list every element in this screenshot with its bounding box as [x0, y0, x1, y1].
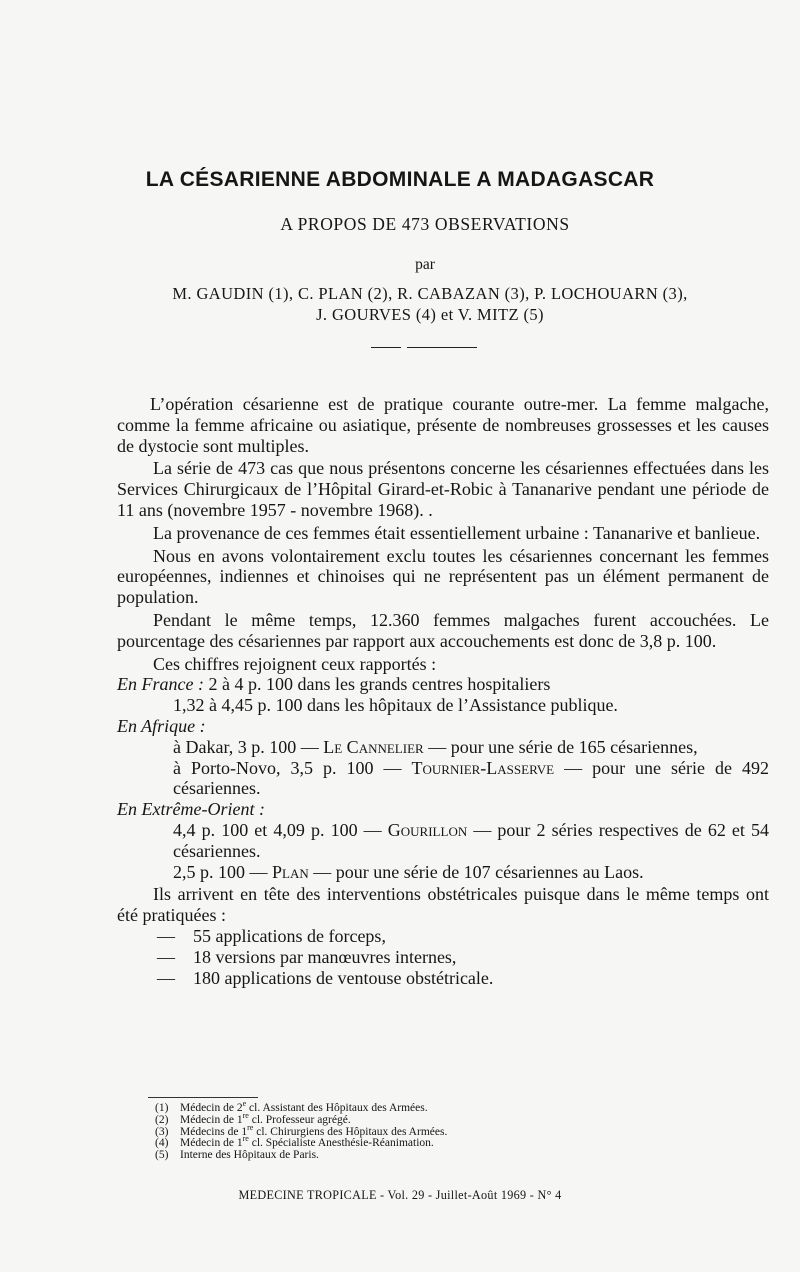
title-separator-short [371, 347, 401, 348]
orient-2-post: — pour une série de 107 césariennes au Laos. [313, 861, 644, 882]
author-plan: Plan [272, 861, 309, 882]
france-stat-1: 2 à 4 p. 100 dans les grands centres hospitaliers [208, 674, 551, 695]
footnote-number: (3) [155, 1125, 169, 1138]
footnote-number: (4) [155, 1137, 169, 1150]
orient-2-pre: 2,5 p. 100 — [173, 861, 268, 882]
footnote-number: (5) [155, 1149, 169, 1162]
footnote-number: (2) [155, 1113, 169, 1126]
list-item-text: 180 applications de ventouse obstétricale. [193, 967, 494, 988]
paragraph-2: La série de 473 cas que nous présentons concerne les césariennes effectuées dans les Services Chirurgicaux de l’Hôpital Girard-et-Robic à Tananarive pendant une période de 11 ans (novembre 1957 - novembre 1968). . [117, 458, 769, 520]
paragraph-6: Ces chiffres rejoignent ceux rapportés : [153, 653, 437, 674]
afrique-1-pre: à Dakar, 3 p. 100 — [173, 736, 319, 757]
article-body [117, 394, 769, 988]
footnote-text: Médecins de 1re cl. Chirurgiens des Hôpitaux des Armées. [180, 1122, 448, 1138]
paragraph-5: Pendant le même temps, 12.360 femmes malgaches furent accouchées. Le pourcentage des césariennes par rapport aux accouchements est donc de 3,8 p. 100. [117, 609, 769, 651]
footnote-text: Médecin de 1re cl. Spécialiste Anesthésie-Réanimation. [180, 1134, 434, 1150]
footnotes [155, 1099, 655, 1162]
dash-glyph: — [157, 946, 175, 967]
orient-1-post: — pour 2 séries respectives de 62 et 54 césariennes. [173, 819, 770, 861]
list-item-text: 18 versions par manœuvres internes, [193, 946, 457, 967]
paragraph-7: Ils arrivent en tête des interventions obstétricales puisque dans le même temps ont été pratiquées : [117, 884, 769, 926]
footnote-5 [155, 1150, 655, 1162]
journal-footer: MEDECINE TROPICALE - Vol. 29 - Juillet-Août 1969 - N° 4 [238, 1188, 562, 1202]
orient-stat-2 [117, 862, 769, 883]
afrique-2-post: — pour une série de 492 césariennes. [173, 757, 770, 799]
dash-glyph: — [157, 925, 175, 946]
footnote-rule [148, 1097, 258, 1098]
paragraph-4: Nous en avons volontairement exclu toutes les césariennes concernant les femmes européennes, indiennes et chinoises qui ne représentent pas un élément permanent de population. [117, 545, 769, 608]
france-label: En France : [117, 674, 204, 695]
paragraph-3: La provenance de ces femmes était essentiellement urbaine : Tananarive et banlieue. [153, 522, 761, 543]
article-title: LA CÉSARIENNE ABDOMINALE A MADAGASCAR [145, 168, 655, 191]
orient-label: En Extrême-Orient : [117, 799, 265, 820]
orient-1-pre: 4,4 p. 100 et 4,09 p. 100 — [173, 819, 382, 840]
list-item [157, 968, 769, 989]
afrique-stat-2 [117, 758, 769, 800]
author-tournier-lasserve: Tournier-Lasserve [411, 757, 555, 778]
footnote-text: Médecin de 2e cl. Assistant des Hôpitaux des Armées. [180, 1099, 428, 1114]
title-separator-long [407, 347, 477, 348]
by-line: par [415, 256, 435, 273]
list-item [157, 926, 769, 947]
article-subtitle: A PROPOS DE 473 OBSERVATIONS [280, 214, 570, 234]
author-list [0, 283, 800, 325]
author-le-cannelier: Le Cannelier [323, 736, 424, 757]
afrique-label: En Afrique : [117, 715, 206, 736]
france-line-2: 1,32 à 4,45 p. 100 dans les hôpitaux de l’Assistance publique. [173, 695, 618, 716]
list-item-text: 55 applications de forceps, [193, 925, 386, 946]
interventions-list [117, 926, 769, 988]
orient-stat-1 [117, 820, 769, 862]
footnote-text: Médecin de 1re cl. Professeur agrégé. [180, 1110, 351, 1126]
footnote-text: Interne des Hôpitaux de Paris. [180, 1149, 319, 1162]
list-item [157, 947, 769, 968]
authors-line-1: M. GAUDIN (1), C. PLAN (2), R. CABAZAN (3), P. LOCHOUARN (3), [172, 284, 688, 303]
france-line-1 [117, 674, 769, 695]
paragraph-1: L’opération césarienne est de pratique courante outre-mer. La femme malgache, comme la femme africaine ou asiatique, présente de nombreuses grossesses et les causes de dystocie sont multiples. [117, 394, 769, 456]
afrique-stat-1 [117, 737, 769, 758]
afrique-2-pre: à Porto-Novo, 3,5 p. 100 — [173, 757, 402, 778]
footnote-number: (1) [155, 1102, 169, 1114]
dash-glyph: — [157, 967, 175, 988]
author-gourillon: Gourillon [387, 819, 468, 840]
afrique-1-post: — pour une série de 165 césariennes, [428, 736, 698, 757]
authors-line-2: J. GOURVES (4) et V. MITZ (5) [316, 305, 544, 324]
